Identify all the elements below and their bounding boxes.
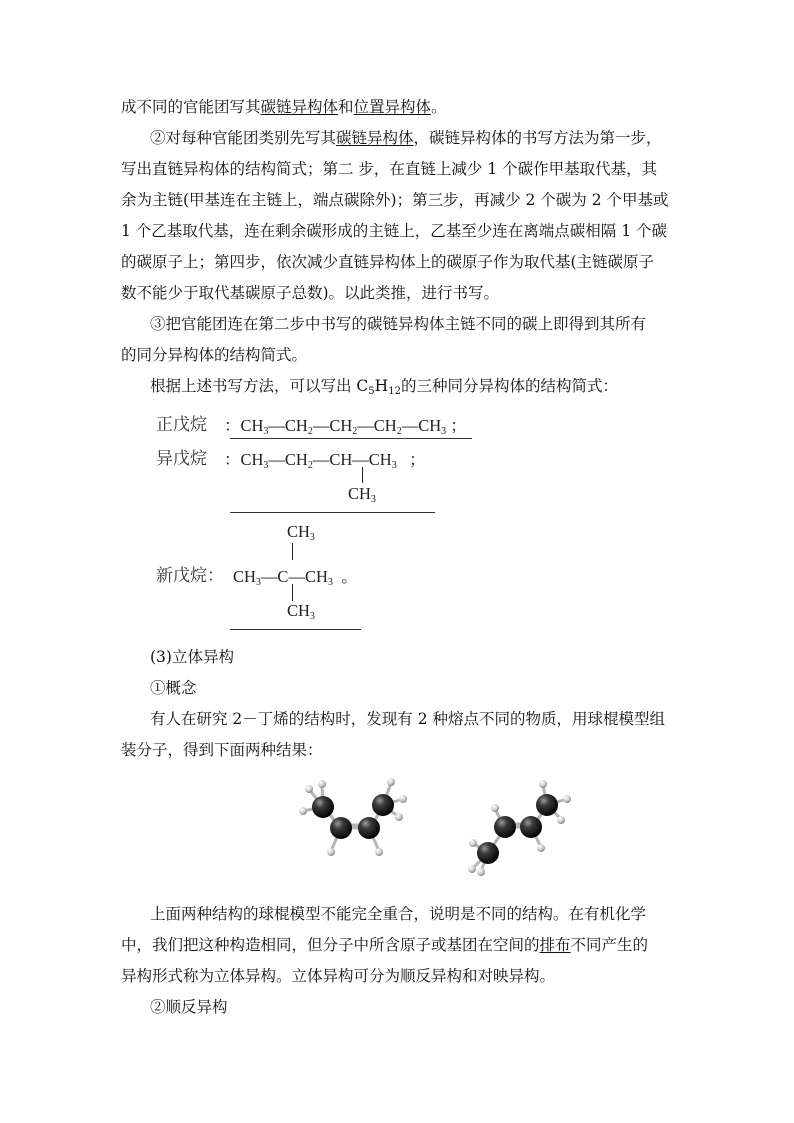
carbon-atom xyxy=(312,796,334,818)
paragraph-2-line-3: 余为主链(甲基连在主链上，端点碳除外)；第三步，再减少 2 个碳为 2 个甲基或 xyxy=(121,191,669,209)
text: 根据上述书写方法，可以写出 C xyxy=(150,377,369,395)
text: 不同产生的 xyxy=(570,936,649,954)
term-arrangement: 排布 xyxy=(539,936,571,954)
subscript: 3 xyxy=(309,532,315,543)
paragraph-3-line-2: 的同分异构体的结构简式。 xyxy=(121,346,308,364)
carbon-atom xyxy=(330,817,352,839)
group-ch3: CH xyxy=(304,567,328,586)
iso-pentane-label: 异戊烷 xyxy=(156,449,207,469)
term-carbon-chain-isomer: 碳链异构体 xyxy=(260,98,339,116)
subscript: 3 xyxy=(441,426,447,437)
subscript: 3 xyxy=(327,577,333,588)
hydrogen-atom xyxy=(375,848,383,856)
hydrogen-atom xyxy=(399,795,407,803)
text: ②对每种官能团类别先写其 xyxy=(150,129,337,147)
divider xyxy=(230,512,435,513)
iso-pentane-branch xyxy=(348,484,376,505)
colon: ： xyxy=(207,566,224,586)
group-ch2: CH xyxy=(329,416,353,435)
bond-vertical xyxy=(292,584,293,601)
hydrogen-atom xyxy=(557,816,565,824)
text: 新戊烷 xyxy=(156,566,207,586)
hydrogen-atom xyxy=(491,804,499,812)
hydrogen-atom xyxy=(327,848,335,856)
subscript: 2 xyxy=(307,460,313,471)
group-ch3: CH xyxy=(240,416,264,435)
colon: ： xyxy=(224,416,241,435)
section-title: (3)立体异构 xyxy=(150,648,234,666)
bond-vertical xyxy=(292,543,293,560)
text: ，碳链异构体的书写方法为第一步， xyxy=(413,129,662,147)
atom-c: C xyxy=(277,567,289,586)
subscript: 3 xyxy=(391,460,397,471)
carbon-atom xyxy=(494,816,516,838)
paragraph-2-line-4: 1 个乙基取代基，连在剩余碳形成的主链上，乙基至少连在离端点碳相隔 1 个碳 xyxy=(121,222,668,240)
period: 。 xyxy=(341,567,358,586)
subscript: 2 xyxy=(396,426,402,437)
bond: — xyxy=(312,416,330,435)
term-position-isomer: 位置异构体 xyxy=(353,98,432,116)
text: 中，我们把这种构造相同，但分子中所含原子或基团在空间的 xyxy=(121,936,540,954)
group-ch3: CH xyxy=(287,522,310,541)
term-carbon-chain-isomer: 碳链异构体 xyxy=(336,129,414,147)
hydrogen-atom xyxy=(477,868,485,876)
bond: — xyxy=(312,450,330,469)
subscript: 3 xyxy=(309,611,315,622)
subscript: 2 xyxy=(352,426,358,437)
group-ch3: CH xyxy=(240,450,264,469)
text: 和 xyxy=(338,98,354,116)
n-pentane-label: 正戊烷 xyxy=(156,415,207,435)
hydrogen-atom xyxy=(563,795,571,803)
bond: — xyxy=(260,567,278,586)
bond: — xyxy=(268,416,285,435)
concept-paragraph-line-2: 装分子，得到下面两种结果： xyxy=(121,741,323,759)
group-ch3: CH xyxy=(233,567,256,586)
text: 的三种同分异构体的结构简式： xyxy=(400,377,618,395)
group-ch2: CH xyxy=(284,416,308,435)
carbon-atom xyxy=(372,794,394,816)
hydrogen-atom xyxy=(469,839,477,847)
text: 。 xyxy=(431,98,447,116)
bond: — xyxy=(401,416,419,435)
group-ch3: CH xyxy=(368,450,392,469)
n-pentane-formula xyxy=(224,412,467,437)
concept-paragraph-line-1: 有人在研究 2－丁烯的结构时，发现有 2 种熔点不同的物质，用球棍模型组 xyxy=(150,710,666,728)
carbon-atom xyxy=(358,817,380,839)
text: H xyxy=(374,377,389,395)
carbon-atom xyxy=(520,816,542,838)
paragraph-2-line-6: 数不能少于取代基碳原子总数)。以此类推，进行书写。 xyxy=(121,284,500,302)
bond: — xyxy=(268,450,285,469)
explanation-line-2 xyxy=(121,934,648,956)
paragraph-2-line-1 xyxy=(150,127,662,149)
subscript: 3 xyxy=(255,577,261,588)
cis-2-butene-model xyxy=(299,778,407,856)
carbon-atom xyxy=(477,842,499,864)
hydrogen-atom xyxy=(305,785,313,793)
semicolon: ； xyxy=(450,416,467,435)
subsection-cis-trans: ②顺反异构 xyxy=(150,998,228,1016)
divider xyxy=(230,629,361,630)
paragraph-3-line-1: ③把官能团连在第二步中书写的碳链异构体主链不同的碳上即得到其所有 xyxy=(150,315,647,333)
bond: — xyxy=(357,416,374,435)
hydrogen-atom xyxy=(318,780,326,788)
neo-pentane-top-branch xyxy=(287,522,315,543)
group-ch3: CH xyxy=(287,601,310,620)
hydrogen-atom xyxy=(387,778,395,786)
explanation-line-1: 上面两种结构的球棍模型不能完全重合，说明是不同的结构。在有机化学 xyxy=(150,905,647,923)
semicolon: ； xyxy=(409,450,426,469)
hydrogen-atom xyxy=(539,780,547,788)
subscript: 12 xyxy=(388,386,401,397)
group-ch3: CH xyxy=(418,416,442,435)
neo-pentane-label xyxy=(156,561,224,586)
subscript: 3 xyxy=(370,494,376,505)
hydrogen-atom xyxy=(299,807,307,815)
paragraph-4 xyxy=(150,375,618,403)
carbon-atom xyxy=(536,794,558,816)
group-ch2: CH xyxy=(284,450,308,469)
bond: — xyxy=(352,450,369,469)
colon: ： xyxy=(224,450,241,469)
neo-pentane-bottom-branch xyxy=(287,601,315,622)
hydrogen-atom xyxy=(468,865,476,873)
divider xyxy=(230,438,472,439)
paragraph-2-line-2: 写出直链异构体的结构简式；第二 步，在直链上减少 1 个碳作甲基取代基，其 xyxy=(121,160,658,178)
text: 成不同的官能团写其 xyxy=(121,98,261,116)
subscript: 2 xyxy=(307,426,313,437)
subsection-concept: ①概念 xyxy=(150,679,197,697)
subscript: 3 xyxy=(263,460,269,471)
ball-and-stick-models xyxy=(295,765,595,885)
paragraph-2-line-5: 的碳原子上；第四步，依次减少直链异构体上的碳原子作为取代基(主链碳原子 xyxy=(121,253,655,271)
group-ch: CH xyxy=(329,450,353,469)
trans-2-butene-model xyxy=(468,780,571,876)
hydrogen-atom xyxy=(395,813,403,821)
bond: — xyxy=(288,567,305,586)
subscript: 5 xyxy=(368,386,375,397)
bond-vertical xyxy=(362,467,363,483)
explanation-line-3: 异构形式称为立体异构。立体异构可分为顺反异构和对映异构。 xyxy=(121,967,556,985)
subscript: 3 xyxy=(263,426,269,437)
hydrogen-atom xyxy=(537,844,545,852)
iso-pentane-formula xyxy=(224,446,426,471)
neo-pentane-formula xyxy=(233,563,358,588)
group-ch3: CH xyxy=(348,484,371,503)
group-ch2: CH xyxy=(373,416,397,435)
paragraph-1 xyxy=(121,96,447,118)
